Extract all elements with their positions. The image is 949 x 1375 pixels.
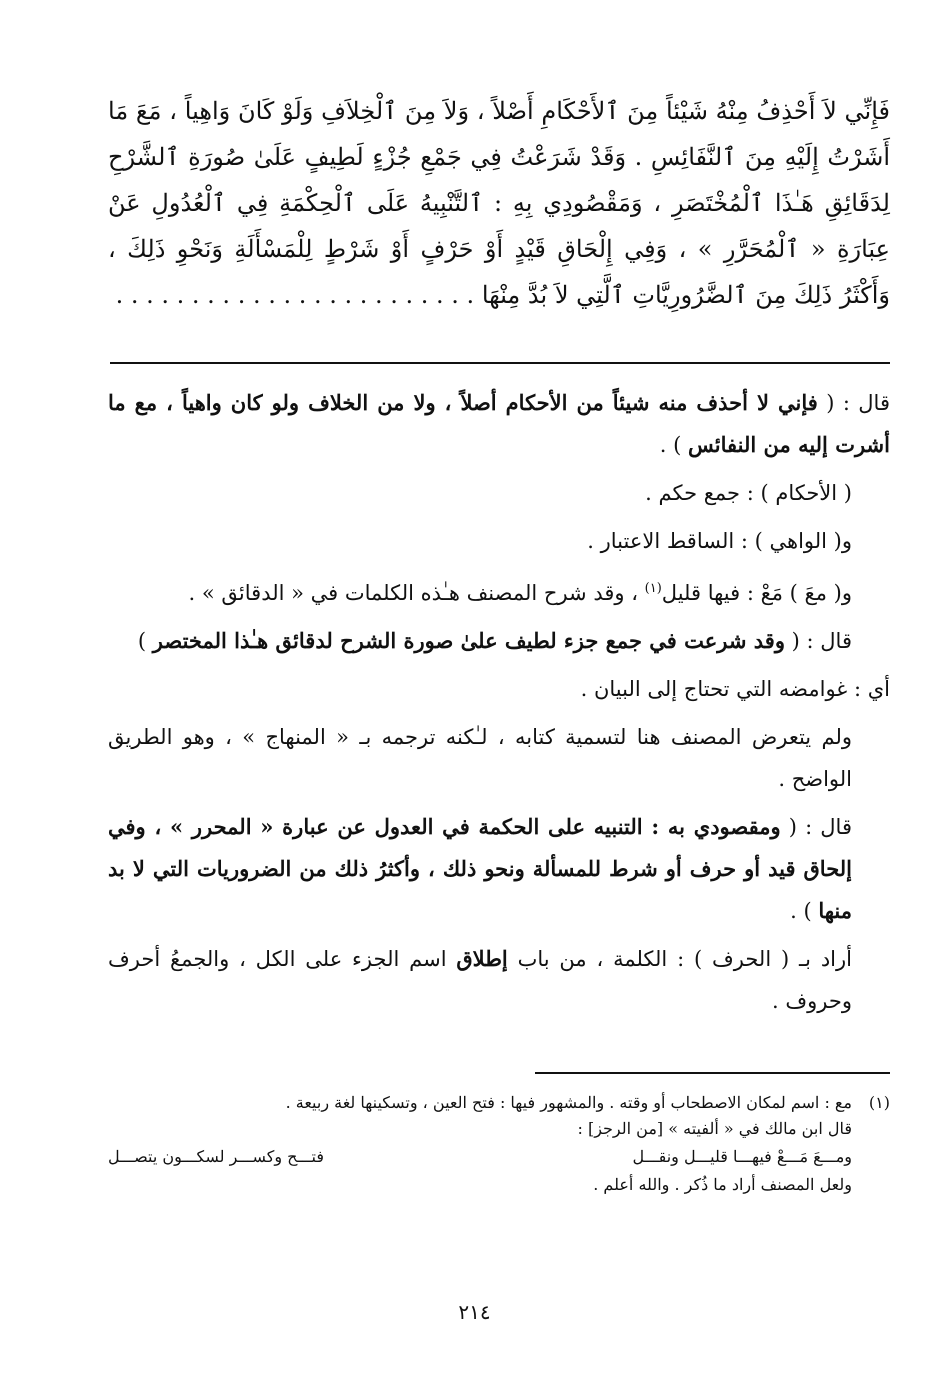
verse-first-hemistich: ومـــعَ مَـــعْ فيهـــا قليـــل ونقـــل bbox=[632, 1147, 852, 1166]
footnote-reference[interactable]: (١) bbox=[644, 581, 662, 596]
footnote-line-2: قال ابن مالك في « ألفيته » [من الرجز] : bbox=[577, 1119, 852, 1138]
definition-maa bbox=[108, 568, 890, 614]
explanation-harf-rest: اسم الجزء على الكل ، والجمعُ أحرف وحروف . bbox=[108, 947, 852, 1013]
matn-separator-line bbox=[110, 362, 890, 364]
definition-wahi: و( الواهي ) : الساقط الاعتبار . bbox=[587, 529, 852, 553]
emphasis-word: إطلاق bbox=[456, 946, 508, 971]
footnote-number: (١) bbox=[868, 1093, 890, 1112]
qal-label: قال : ( bbox=[780, 815, 852, 839]
qal-label: قال : ( bbox=[785, 629, 852, 653]
qal-label: قال : ( bbox=[817, 391, 890, 415]
commentary-quote-3 bbox=[108, 806, 890, 932]
poetry-verse bbox=[108, 1144, 890, 1170]
quoted-matn: وقد شرعت في جمع جزء لطيف علىٰ صورة الشرح لدقائق هـٰذا المختصر bbox=[152, 628, 785, 653]
explanation-title: ولم يتعرض المصنف هنا لتسمية كتابه ، لـٰكنه ترجمه بـ « المنهاج » ، وهو الطريق الواضح . bbox=[108, 725, 852, 791]
explanation-harf-text: أراد بـ ( الحرف ) : الكلمة ، من باب bbox=[507, 947, 852, 971]
definition-maa-rest: ، وقد شرح المصنف هـٰذه الكلمات في « الدقائق » . bbox=[188, 581, 645, 605]
commentary-quote-1 bbox=[108, 382, 890, 466]
footnote-text: مع : اسم لمكان الاصطحاب أو وقته . والمشهور فيها : فتح العين ، وتسكينها لغة ربيعة . bbox=[285, 1093, 852, 1112]
commentary-quote-2 bbox=[108, 620, 890, 662]
quote-close: ) . bbox=[790, 899, 819, 923]
quoted-matn: فإني لا أحذف منه شيئاً من الأحكام أصلاً ، ولا من الخلاف ولو كان واهياً ، مع ما أشرت إليه من النفائس bbox=[108, 390, 890, 457]
footnote-separator-line bbox=[535, 1072, 890, 1074]
footnotes-block bbox=[108, 1090, 890, 1198]
verse-second-hemistich: فتـــح وكســـر لسكـــون يتصـــل bbox=[108, 1147, 325, 1166]
page-number: ٢١٤ bbox=[458, 1300, 491, 1324]
matn-paragraph: فَإِنِّي لاَ أَحْذِفُ مِنْهُ شَيْئاً مِنَ ٱلأَحْكَامِ أَصْلاً ، وَلاَ مِنَ ٱلْخِلاَفِ وَلَوْ كَانَ وَاهِياً ، مَعَ مَا أَشَرْتُ إِلَيْهِ مِنَ ٱلنَّفَائِسِ . وَقَدْ شَرَعْتُ فِي جَمْعِ جُزْءٍ لَطِيفٍ عَلَىٰ صُورَةِ ٱلشَّرْحِ لِدَقَائِقِ هَـٰذَا ٱلْمُخْتَصَرِ ، وَمَقْصُودِي بِهِ : ٱلتَّنْبِيهُ عَلَى ٱلْحِكْمَةِ فِي ٱلْعُدُولِ عَنْ عِبَارَةِ « ٱلْمُحَرَّرِ » ، وَفِي إِلْحَاقِ قَيْدٍ أَوْ حَرْفٍ أَوْ شَرْطٍ لِلْمَسْأَلَةِ وَنَحْوِ ذَلِكَ ، وَأَكْثَرُ ذَلِكَ مِنَ ٱلضَّرُورِيَّاتِ ٱلَّتِي لاَ بُدَّ مِنْهَا . . . . . . . . . . . . . . . . . . . . . . . . bbox=[108, 97, 890, 309]
footnote-line-3: ولعل المصنف أراد ما ذُكر . والله أعلم . bbox=[593, 1175, 852, 1194]
matn-text-block bbox=[108, 88, 890, 318]
quote-close: ) . bbox=[659, 433, 688, 457]
quoted-matn: ومقصودي به : التنبيه على الحكمة في العدول عن عبارة « المحرر » ، وفي إلحاق قيد أو حرف أو شرط للمسألة ونحو ذلك ، وأكثرُ ذلك من الضروريات التي لا بد منها bbox=[108, 814, 852, 923]
explanation-ghawamid: أي : غوامضه التي تحتاج إلى البيان . bbox=[580, 677, 890, 701]
quote-close: ) bbox=[137, 629, 153, 653]
footnote-line-1 bbox=[108, 1090, 890, 1116]
definition-ahkam: ( الأحكام ) : جمع حكم . bbox=[645, 481, 852, 505]
explanation-harf bbox=[108, 938, 890, 1022]
sharh-commentary-block bbox=[108, 382, 890, 1028]
definition-maa-text: و( معَ ) مَعْ : فيها قليل bbox=[661, 581, 852, 605]
